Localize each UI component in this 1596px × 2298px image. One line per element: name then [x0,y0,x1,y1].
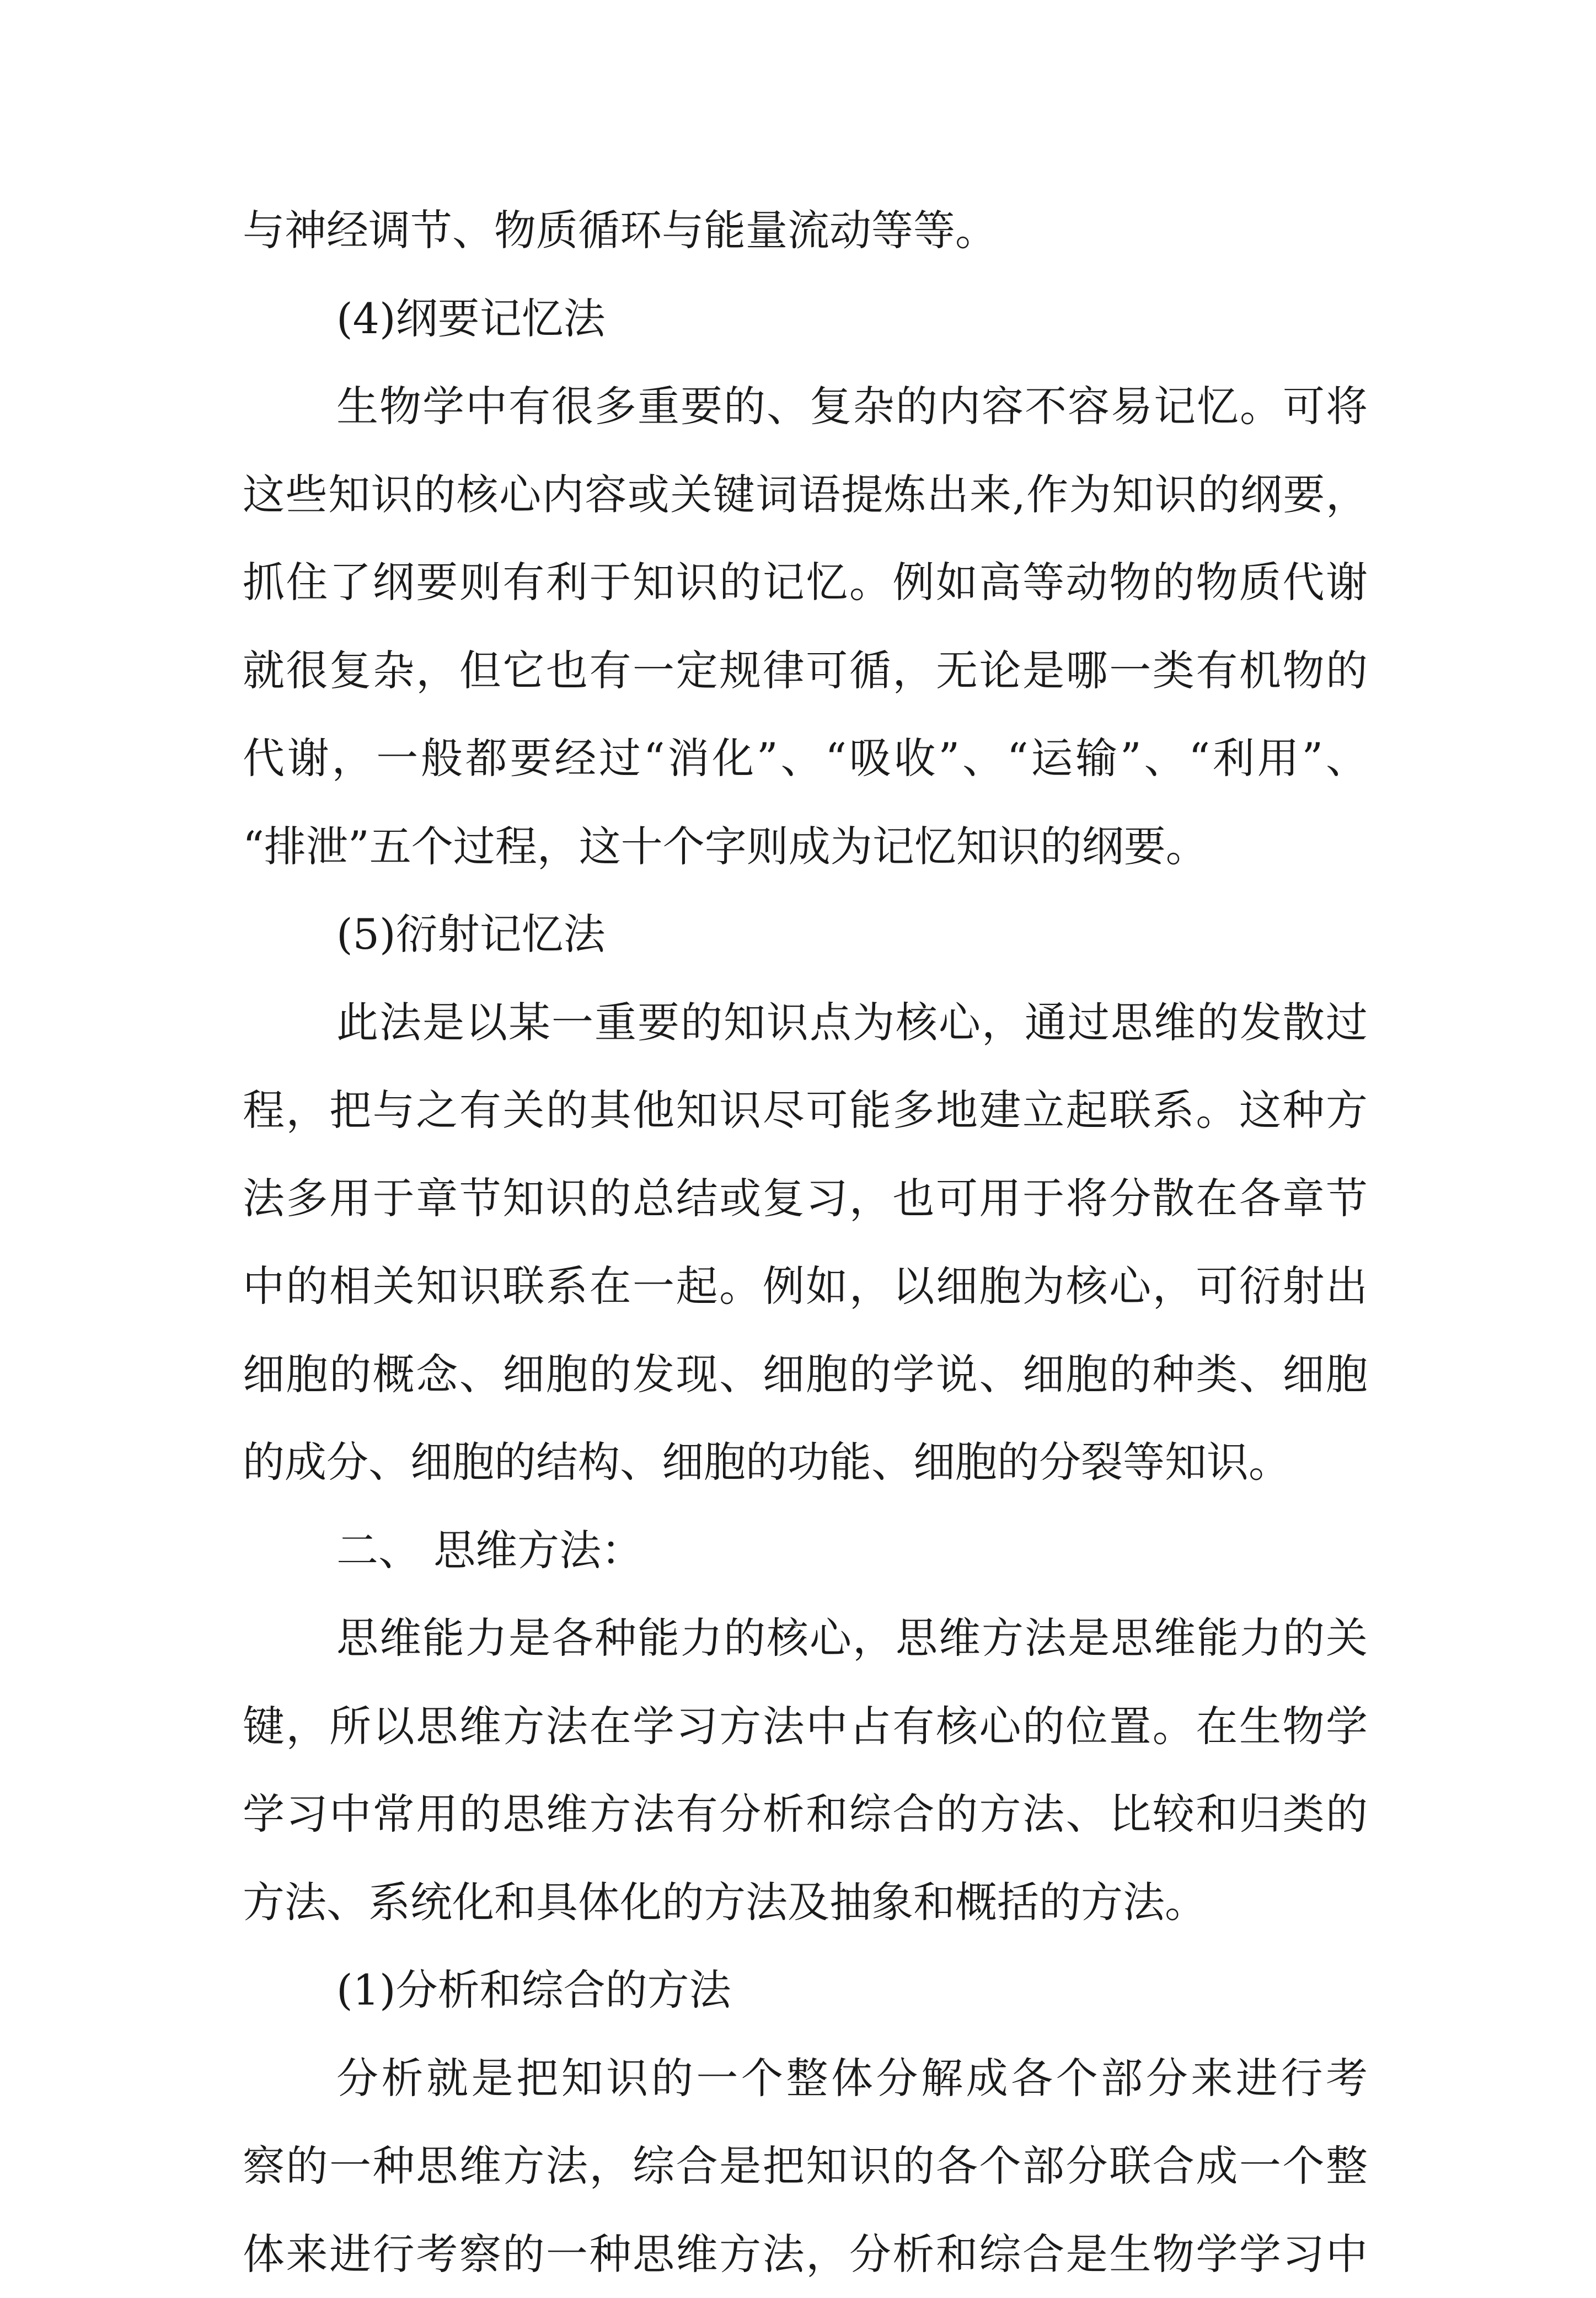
paragraph-line: 生物学中有很多重要的、复杂的内容不容易记忆。可将 [243,362,1368,451]
paragraph-line: 键，所以思维方法在学习方法中占有核心的位置。在生物学 [243,1682,1368,1771]
paragraph-line: 代谢，一般都要经过“消化”、“吸收”、“运输”、“利用”、 [243,714,1368,803]
paragraph-line: 学习中常用的思维方法有分析和综合的方法、比较和归类的 [243,1770,1368,1858]
paragraph-line: 这些知识的核心内容或关键词语提炼出来,作为知识的纲要， [243,451,1368,539]
paragraph-line: “排泄”五个过程，这十个字则成为记忆知识的纲要。 [243,803,1368,891]
paragraph-line: 的成分、细胞的结构、细胞的功能、细胞的分裂等知识。 [243,1418,1368,1506]
paragraph-line: 思维能力是各种能力的核心，思维方法是思维能力的关 [243,1594,1368,1682]
paragraph-line: 方法、系统化和具体化的方法及抽象和概括的方法。 [243,1858,1368,1947]
paragraph-line: 分析就是把知识的一个整体分解成各个部分来进行考 [243,2034,1368,2123]
section-heading: 二、 思维方法： [243,1506,1368,1595]
paragraph-line: 察的一种思维方法，综合是把知识的各个部分联合成一个整 [243,2122,1368,2210]
body-text [243,186,1368,2298]
paragraph-line: 体来进行考察的一种思维方法，分析和综合是生物学学习中 [243,2210,1368,2298]
paragraph-line: 抓住了纲要则有利于知识的记忆。例如高等动物的物质代谢 [243,538,1368,627]
paragraph-line: 此法是以某一重要的知识点为核心，通过思维的发散过 [243,979,1368,1067]
paragraph-line: 中的相关知识联系在一起。例如，以细胞为核心，可衍射出 [243,1242,1368,1330]
section-heading: (1)分析和综合的方法 [243,1946,1368,2034]
paragraph-line: 程，把与之有关的其他知识尽可能多地建立起联系。这种方 [243,1066,1368,1155]
text-line: 与神经调节、物质循环与能量流动等等。 [243,186,1368,275]
section-heading: (5)衍射记忆法 [243,890,1368,979]
paragraph-line: 就很复杂，但它也有一定规律可循，无论是哪一类有机物的 [243,627,1368,715]
paragraph-line: 细胞的概念、细胞的发现、细胞的学说、细胞的种类、细胞 [243,1330,1368,1419]
paragraph-line: 法多用于章节知识的总结或复习，也可用于将分散在各章节 [243,1155,1368,1243]
section-heading: (4)纲要记忆法 [243,275,1368,363]
